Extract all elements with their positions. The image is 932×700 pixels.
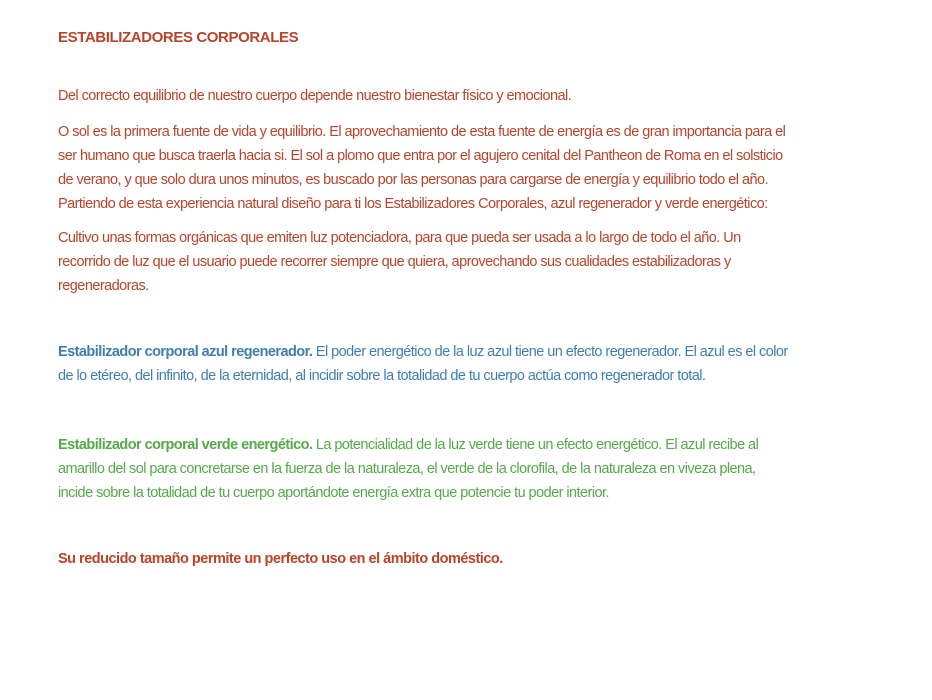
cultivation-paragraph: Cultivo unas formas orgánicas que emiten luz potenciadora, para que pueda ser usada a lo largo de todo el año. Un recorrido de luz que el usuario puede recorrer siempre que quiera, aprovechando sus cualidades estabilizadoras y regeneradoras. — [58, 230, 741, 294]
intro-paragraph: Del correcto equilibrio de nuestro cuerpo depende nuestro bienestar físico y emocional. — [58, 88, 572, 104]
closing-statement: Su reducido tamaño permite un perfecto uso en el ámbito doméstico. — [58, 551, 503, 567]
blue-stabilizer-paragraph — [58, 340, 788, 388]
document-page — [58, 28, 788, 571]
sun-paragraph: O sol es la primera fuente de vida y equilibrio. El aprovechamiento de esta fuente de energía es de gran importancia para el ser humano que busca traerla hacia si. El sol a plomo que entra por el agujero cenital del Pantheon de Roma en el solsticio de verano, y que solo dura unos minutos, es buscado por las personas para cargarse de energía y equilibrio todo el año. Partiendo de esta experiencia natural diseño para ti los Estabilizadores Corporales, azul regenerador y verde energético: — [58, 124, 786, 212]
blue-stabilizer-heading: Estabilizador corporal azul regenerador. — [58, 344, 313, 360]
document-title: ESTABILIZADORES CORPORALES — [58, 29, 299, 46]
green-stabilizer-heading: Estabilizador corporal verde energético. — [58, 437, 313, 453]
green-stabilizer-text: La potencialidad de la luz verde tiene un efecto energético. El azul recibe al amarillo del sol para concretarse en la fuerza de la naturaleza, el verde de la clorofila, de la naturaleza en viveza plena, incide sobre la totalidad de tu cuerpo aportándote energía extra que potencie tu poder interior. — [58, 437, 759, 501]
blue-stabilizer-text: El poder energético de la luz azul tiene un efecto regenerador. El azul es el color de lo etéreo, del infinito, de la eternidad, al incidir sobre la totalidad de tu cuerpo actúa como regenerador total. — [58, 344, 788, 384]
green-stabilizer-paragraph — [58, 433, 788, 505]
